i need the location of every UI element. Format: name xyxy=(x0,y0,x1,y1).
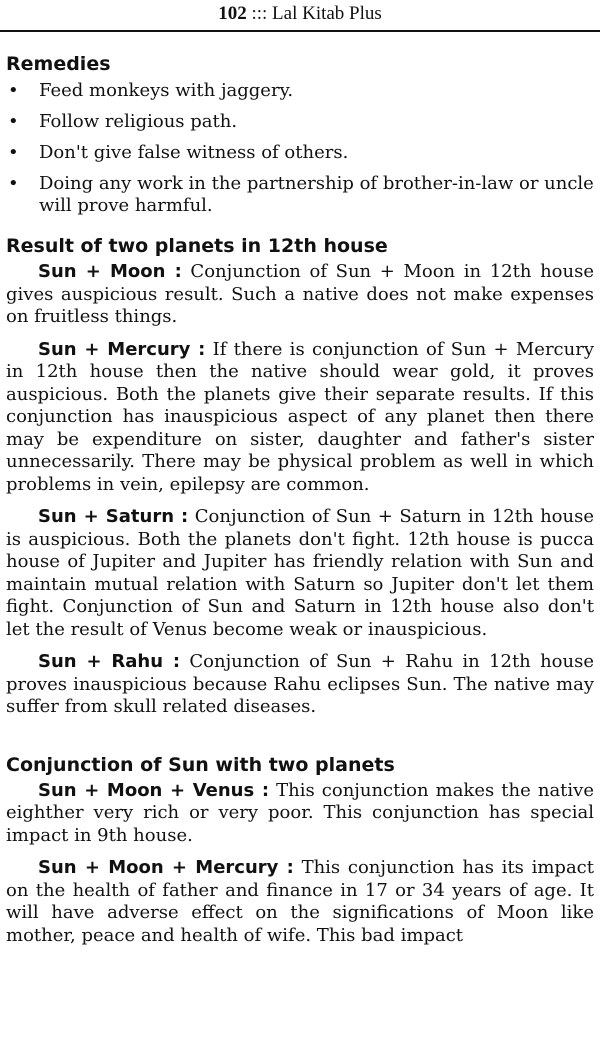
paragraph-text: If there is conjunction of Sun + Mercury in 12th house then the native should wear gold, it proves auspicious. Both the planets give their separate results. If this conjunction has inauspicious aspect of any planet then there may be expenditure on sister, daughter and father's sister unnecessarily. There may be physical problem as well in which problems in vein, epilepsy are common. xyxy=(6,338,594,495)
bullet-icon: • xyxy=(8,111,19,132)
paragraph-text: Conjunction of Sun + Saturn in 12th house is auspicious. Both the planets don't fight. 12th house is pucca house of Jupiter and Jupiter has friendly relation with Sun and maintain mutual relation with Saturn so Jupiter don't let them fight. Conjunction of Sun and Saturn in 12th house also don't let the result of Venus become weak or inauspicious. xyxy=(6,506,594,640)
list-item xyxy=(6,111,594,133)
page-number: 102 xyxy=(218,3,247,24)
paragraph-sun-mercury xyxy=(6,339,594,497)
paragraph-term: Sun + Moon + Venus : xyxy=(38,779,270,801)
list-item-text: Don't give false witness of others. xyxy=(39,142,349,163)
book-title: Lal Kitab Plus xyxy=(272,3,382,24)
paragraph-text: This conjunction makes the native eighther very rich or very poor. This conjunction has special impact in 9th house. xyxy=(6,779,594,846)
list-item xyxy=(6,173,594,217)
bullet-icon: • xyxy=(8,173,19,194)
section-heading-three-planets: Conjunction of Sun with two planets xyxy=(6,753,395,776)
bullet-icon: • xyxy=(8,142,19,163)
paragraph-term: Sun + Moon + Mercury : xyxy=(38,857,294,878)
list-item-text: Doing any work in the partnership of brother-in-law or uncle will prove harmful. xyxy=(39,173,594,216)
list-item-text: Follow religious path. xyxy=(39,111,238,132)
paragraph-term: Sun + Mercury : xyxy=(38,338,206,360)
header-separator: ::: xyxy=(251,3,268,24)
running-header xyxy=(0,0,600,32)
remedies-heading: Remedies xyxy=(6,53,111,75)
paragraph-text: This conjunction has its impact on the health of father and finance in 17 or 34 years of age. It will have adverse effect on the significations of Moon like mother, peace and health of wife. This bad impact xyxy=(6,857,594,946)
paragraph-text: Conjunction of Sun + Moon in 12th house gives auspicious result. Such a native does not make expenses on fruitless things. xyxy=(6,261,594,327)
remedies-list xyxy=(6,80,594,217)
list-item xyxy=(6,142,594,164)
paragraph-sun-moon-mercury xyxy=(6,857,594,947)
paragraph-sun-moon xyxy=(6,261,594,329)
paragraph-term: Sun + Moon : xyxy=(38,261,182,282)
section-heading-two-planets: Result of two planets in 12th house xyxy=(6,235,388,257)
bullet-icon: • xyxy=(8,80,19,101)
list-item-text: Feed monkeys with jaggery. xyxy=(39,80,294,101)
paragraph-sun-saturn xyxy=(6,506,594,641)
paragraph-term: Sun + Rahu : xyxy=(38,651,181,672)
paragraph-text: Conjunction of Sun + Rahu in 12th house proves inauspicious because Rahu eclipses Sun. The native may suffer from skull related diseases. xyxy=(6,651,594,717)
paragraph-sun-rahu xyxy=(6,651,594,719)
paragraph-sun-moon-venus xyxy=(6,780,594,848)
paragraph-term: Sun + Saturn : xyxy=(38,506,189,527)
list-item xyxy=(6,80,594,102)
